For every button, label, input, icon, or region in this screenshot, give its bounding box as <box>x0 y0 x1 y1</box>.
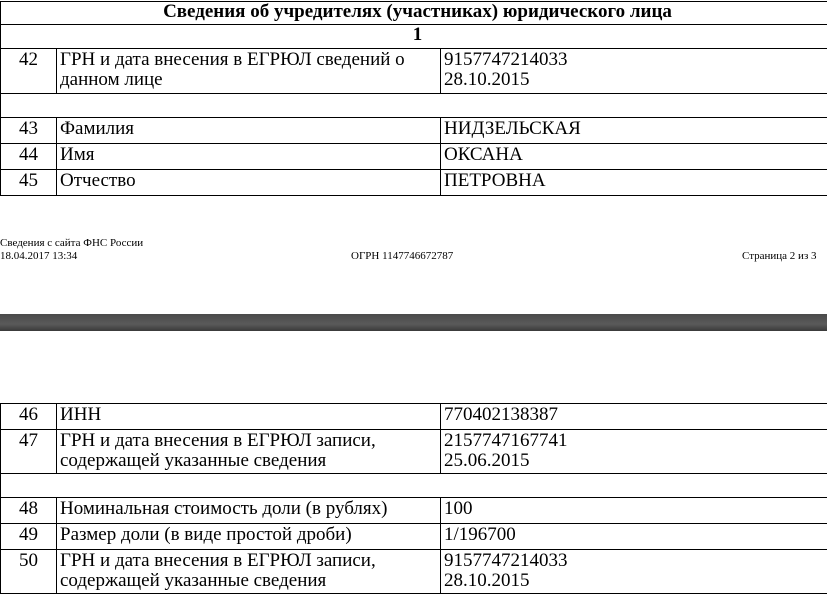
page-separator <box>0 314 827 331</box>
section-header-row <box>1 2 827 25</box>
footer-source: Сведения с сайта ФНС России <box>0 237 144 249</box>
row-value-line: 9157747214033 <box>444 550 568 571</box>
row-label: Имя <box>57 144 441 170</box>
row-value-line: 28.10.2015 <box>444 570 530 591</box>
row-number: 49 <box>1 524 57 550</box>
row-label: Фамилия <box>57 118 441 144</box>
founders-table-page-2 <box>0 1 827 196</box>
row-label: Отчество <box>57 170 441 196</box>
row-number: 42 <box>1 49 57 94</box>
row-label-line: ГРН и дата внесения в ЕГРЮЛ записи, <box>60 550 376 571</box>
row-value: 1/196700 <box>441 524 827 550</box>
subsection-row <box>1 25 827 49</box>
footer-ogrn: ОГРН 1147746672787 <box>351 250 454 262</box>
row-number: 43 <box>1 118 57 144</box>
table-row <box>1 498 827 524</box>
row-label-line: ГРН и дата внесения в ЕГРЮЛ сведений о <box>60 49 405 70</box>
row-value-line: 9157747214033 <box>444 49 568 70</box>
row-value: ПЕТРОВНА <box>441 170 827 196</box>
subsection-number: 1 <box>1 25 827 49</box>
spacer-row <box>1 474 827 498</box>
table-row <box>1 524 827 550</box>
row-value <box>441 49 827 94</box>
row-value-line: 25.06.2015 <box>444 450 530 471</box>
row-label-line: ГРН и дата внесения в ЕГРЮЛ записи, <box>60 430 376 451</box>
table-row <box>1 118 827 144</box>
footer-datetime: 18.04.2017 13:34 <box>0 250 78 262</box>
row-label <box>57 550 441 594</box>
table-row <box>1 49 827 94</box>
document-page-3 <box>0 331 827 605</box>
table-row <box>1 144 827 170</box>
row-label: Размер доли (в виде простой дроби) <box>57 524 441 550</box>
founders-table-page-3 <box>0 403 827 594</box>
row-label-line: данном лице <box>60 69 163 90</box>
section-title: Сведения об учредителях (участниках) юридического лица <box>1 2 827 25</box>
table-row <box>1 430 827 474</box>
row-value: 100 <box>441 498 827 524</box>
row-value-line: 28.10.2015 <box>444 69 530 90</box>
table-row <box>1 404 827 430</box>
row-value-line: 2157747167741 <box>444 430 568 451</box>
spacer-row <box>1 94 827 118</box>
footer-page-number: Страница 2 из 3 <box>742 250 817 262</box>
table-row <box>1 170 827 196</box>
row-value: 770402138387 <box>441 404 827 430</box>
row-number: 50 <box>1 550 57 594</box>
row-value <box>441 430 827 474</box>
row-label: Номинальная стоимость доли (в рублях) <box>57 498 441 524</box>
row-number: 44 <box>1 144 57 170</box>
row-label <box>57 430 441 474</box>
table-row <box>1 550 827 594</box>
row-label: ИНН <box>57 404 441 430</box>
row-number: 48 <box>1 498 57 524</box>
row-value: ОКСАНА <box>441 144 827 170</box>
row-label <box>57 49 441 94</box>
row-label-line: содержащей указанные сведения <box>60 570 327 591</box>
row-value <box>441 550 827 594</box>
row-label-line: содержащей указанные сведения <box>60 450 327 471</box>
row-number: 47 <box>1 430 57 474</box>
row-value: НИДЗЕЛЬСКАЯ <box>441 118 827 144</box>
row-number: 45 <box>1 170 57 196</box>
row-number: 46 <box>1 404 57 430</box>
